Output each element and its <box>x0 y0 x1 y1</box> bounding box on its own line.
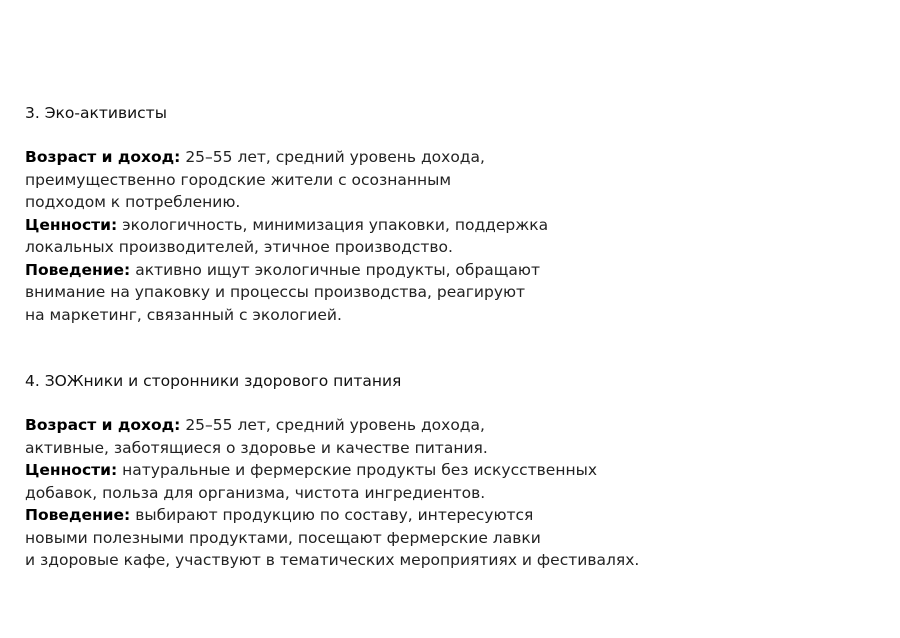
section-title: 4. ЗОЖники и сторонники здорового питания <box>25 372 402 390</box>
section-eco-activists <box>25 102 880 326</box>
values-line-2: добавок, польза для организма, чистота ингредиентов. <box>25 483 486 502</box>
age-income-line-2: активные, заботящиеся о здоровье и качестве питания. <box>25 438 488 457</box>
age-income-label: Возраст и доход: <box>25 416 181 434</box>
age-income-line-1 <box>25 146 880 169</box>
values-label: Ценности: <box>25 461 118 479</box>
behavior-text: выбирают продукцию по составу, интересуются <box>130 506 534 524</box>
behavior-line-1 <box>25 259 880 282</box>
behavior-line-3: на маркетинг, связанный с экологией. <box>25 305 342 324</box>
section-healthy-eaters <box>25 370 880 572</box>
values-label: Ценности: <box>25 215 118 234</box>
behavior-label: Поведение: <box>25 506 131 524</box>
section-title: 3. Эко-активисты <box>25 104 167 122</box>
values-line-1 <box>25 459 880 482</box>
age-income-line-2: преимущественно городские жители с осознанным <box>25 170 452 189</box>
spacer <box>25 124 880 146</box>
behavior-line-2: новыми полезными продуктами, посещают фермерские лавки <box>25 528 541 547</box>
behavior-text: активно ищут экологичные продукты, обращают <box>130 260 540 279</box>
behavior-label: Поведение: <box>25 260 131 279</box>
values-text: экологичность, минимизация упаковки, поддержка <box>117 215 549 234</box>
age-income-label: Возраст и доход: <box>25 148 181 166</box>
values-text: натуральные и фермерские продукты без искусственных <box>117 461 598 479</box>
behavior-line-1 <box>25 504 880 527</box>
spacer <box>25 392 880 414</box>
values-line-1 <box>25 214 880 237</box>
age-income-line-1 <box>25 414 880 437</box>
age-income-text: 25–55 лет, средний уровень дохода, <box>180 416 485 434</box>
values-line-2: локальных производителей, этичное производство. <box>25 238 453 256</box>
behavior-line-2: внимание на упаковку и процессы производства, реагируют <box>25 283 526 301</box>
age-income-line-3: подходом к потреблению. <box>25 193 241 211</box>
behavior-line-3: и здоровые кафе, участвуют в тематических мероприятиях и фестивалях. <box>25 551 640 569</box>
age-income-text: 25–55 лет, средний уровень дохода, <box>180 148 485 166</box>
